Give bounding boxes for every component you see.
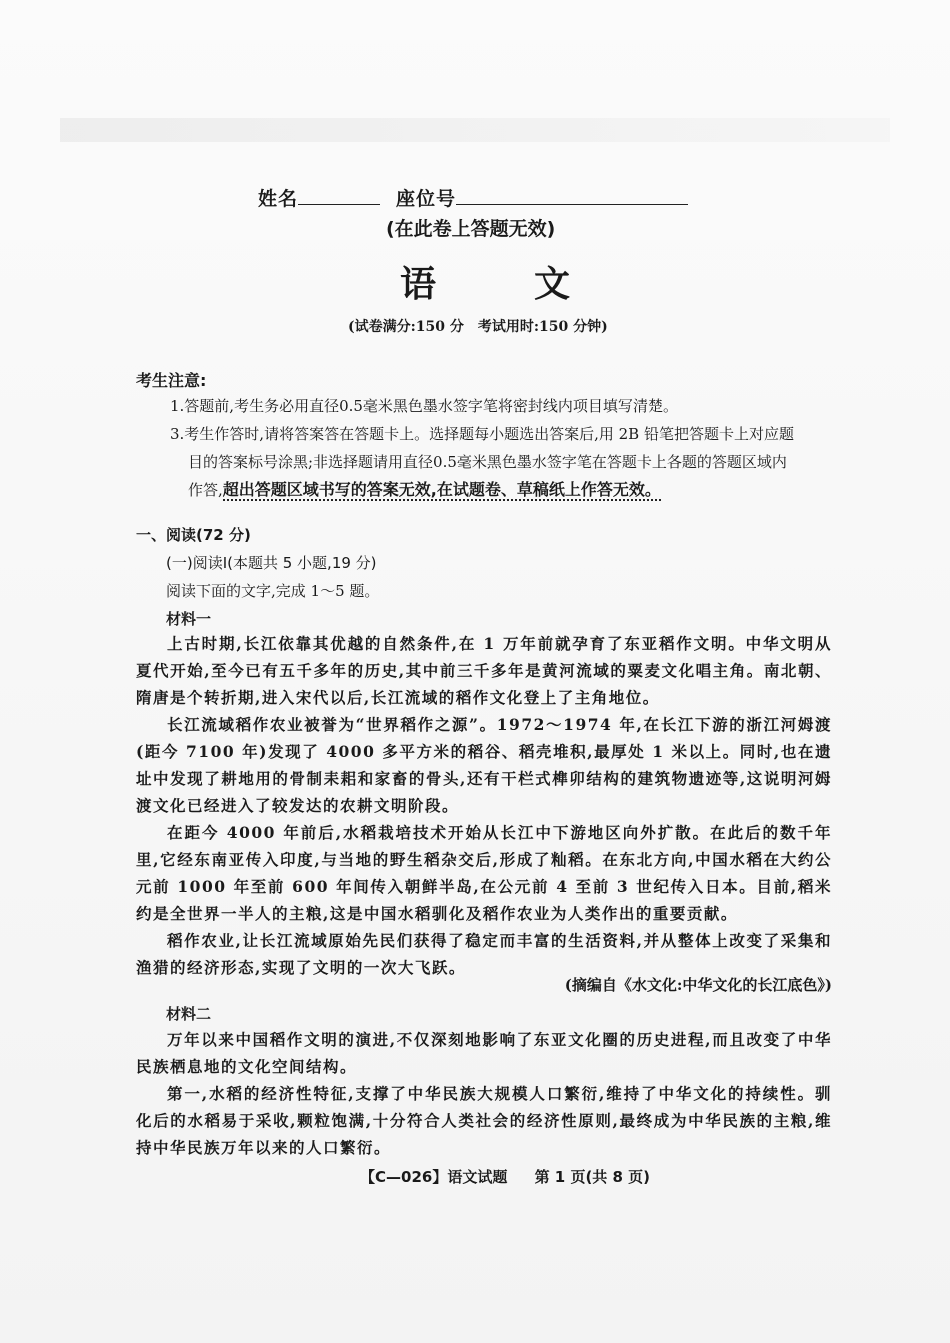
notice-heading: 考生注意:: [136, 371, 207, 390]
material-1-heading: 材料一: [166, 610, 212, 628]
notice-emphasis: 超出答题区域书写的答案无效,在试题卷、草稿纸上作答无效。: [222, 480, 661, 499]
student-info-line: [258, 184, 688, 211]
scan-artifact: [60, 118, 890, 142]
material-1-source: (摘编自《水文化:中华文化的长江底色》): [564, 976, 832, 994]
name-label: 姓名: [258, 188, 299, 210]
material-2-paragraph: 万年以来中国稻作文明的演进,不仅深刻地影响了东亚文化圈的历史进程,而且改变了中华民族栖息地的文化空间结构。: [136, 1030, 832, 1076]
invalid-note: (在此卷上答题无效): [386, 218, 556, 240]
notice-item-3-line3: 作答,超出答题区域书写的答案无效,在试题卷、草稿纸上作答无效。: [188, 480, 661, 499]
footer-page-number: 第 1 页(共 8 页): [534, 1168, 651, 1186]
material-1-paragraph: 上古时期,长江依靠其优越的自然条件,在 1 万年前就孕育了东亚稻作文明。中华文明从夏代开始,至今已有五千多年的历史,其中前三千多年是黄河流域的粟麦文化唱主角。南北朝、隋唐是个转折期,进入宋代以后,长江流域的稻作文化登上了主角地位。: [136, 634, 832, 707]
subsection-heading: (一)阅读Ⅰ(本题共 5 小题,19 分): [166, 554, 377, 572]
title-char-1: 语: [400, 263, 437, 305]
notice-item-3-line2: 目的答案标号涂黑;非选择题请用直径0.5毫米黑色墨水签字笔在答题卡上各题的答题区域内: [188, 453, 787, 471]
page-title: [400, 256, 570, 307]
material-1-paragraph: 稻作农业,让长江流域原始先民们获得了稳定而丰富的生活资料,并从整体上改变了采集和渔猎的经济形态,实现了文明的一次大飞跃。: [136, 931, 832, 977]
title-char-2: 文: [533, 263, 570, 305]
footer-code: 【C—026】语文试题: [360, 1168, 508, 1186]
exam-info: (试卷满分:150 分 考试用时:150 分钟): [348, 319, 608, 335]
seat-blank: [456, 186, 688, 205]
notice-item-3-line1: 3.考生作答时,请将答案答在答题卡上。选择题每小题选出答案后,用 2B 铅笔把答题卡上对应题: [170, 425, 794, 443]
seat-label: 座位号: [396, 188, 457, 210]
notice-item-3: [170, 420, 850, 504]
instruction: 阅读下面的文字,完成 1～5 题。: [166, 582, 380, 600]
section-heading: 一、阅读(72 分): [136, 526, 251, 544]
name-blank: [298, 186, 380, 205]
page-footer: [360, 1166, 672, 1187]
material-2-paragraph: 第一,水稻的经济性特征,支撑了中华民族大规模人口繁衍,维持了中华文化的持续性。驯化后的水稻易于采收,颗粒饱满,十分符合人类社会的经济性原则,最终成为中华民族的主粮,维持中华民族万年以来的人口繁衍。: [136, 1084, 832, 1157]
material-1-paragraph: 长江流域稻作农业被誉为“世界稻作之源”。1972～1974 年,在长江下游的浙江河姆渡(距今 7100 年)发现了 4000 多平方米的稻谷、稻壳堆积,最厚处 1 米以上。同时,也在遗址中发现了耕地用的骨制耒耜和家畜的骨头,还有干栏式榫卯结构的建筑物遗迹等,这说明河姆渡文化已经进入了较发达的农耕文明阶段。: [136, 715, 832, 815]
material-1-paragraph: 在距今 4000 年前后,水稻栽培技术开始从长江中下游地区向外扩散。在此后的数千年里,它经东南亚传入印度,与当地的野生稻杂交后,形成了籼稻。在东北方向,中国水稻在大约公元前 1000 年至前 600 年间传入朝鲜半岛,在公元前 4 至前 3 世纪传入日本。目前,稻米约是全世界一半人的主粮,这是中国水稻驯化及稻作农业为人类作出的重要贡献。: [136, 823, 832, 923]
material-2-heading: 材料二: [166, 1005, 212, 1023]
notice-item-1: 1.答题前,考生务必用直径0.5毫米黑色墨水签字笔将密封线内项目填写清楚。: [170, 397, 678, 415]
